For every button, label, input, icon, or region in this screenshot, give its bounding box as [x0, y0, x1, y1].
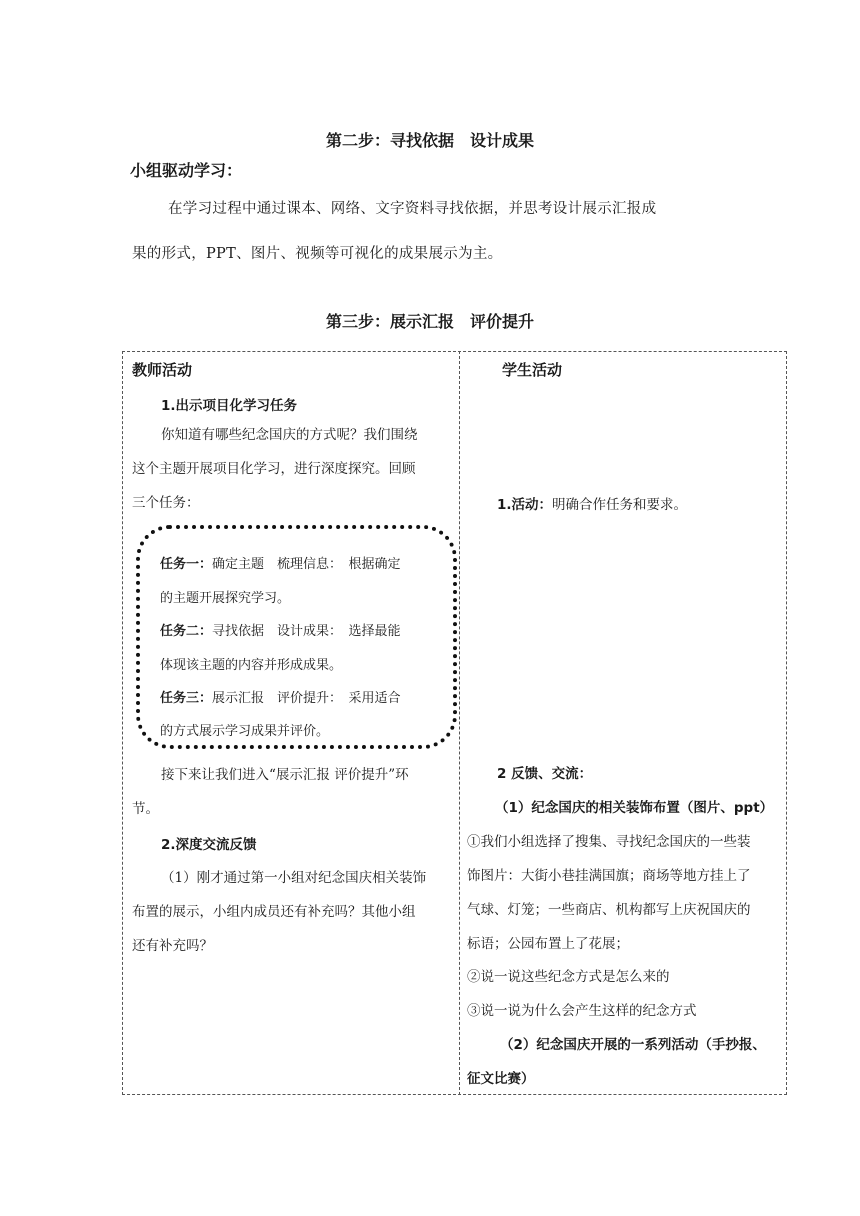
student-item1-line6: ③说一说为什么会产生这样的纪念方式	[467, 1003, 697, 1019]
task3-line1	[160, 687, 401, 706]
student-activity-line	[497, 488, 687, 522]
task2-line2: 体现该主题的内容并形成成果。	[160, 658, 343, 673]
student-item2-title-line1: （2）纪念国庆开展的一系列活动（手抄报、	[500, 1037, 766, 1053]
step2-title: 第二步：寻找依据 设计成果	[325, 131, 534, 150]
task3-text: 展示汇报 评价提升： 采用适合	[212, 691, 401, 706]
table-column-divider	[459, 351, 460, 1095]
student-item1-line3: 气球、灯笼；一些商店、机构都写上庆祝国庆的	[467, 902, 751, 918]
task1-text: 确定主题 梳理信息： 根据确定	[212, 557, 401, 572]
student-item1-line4: 标语；公园布置上了花展；	[467, 936, 629, 952]
teacher-intro-line3: 三个任务：	[132, 495, 200, 511]
teacher-intro-line1: 你知道有哪些纪念国庆的方式呢？我们围绕	[161, 427, 418, 443]
student-item1-line5: ②说一说这些纪念方式是怎么来的	[467, 969, 670, 985]
teacher-task2-title: 2.深度交流反馈	[161, 837, 257, 853]
student-item1-line2: 饰图片：大街小巷挂满国旗；商场等地方挂上了	[467, 868, 751, 884]
teacher-feedback-line2: 布置的展示，小组内成员还有补充吗？其他小组	[132, 904, 416, 920]
step2-subheading: 小组驱动学习：	[130, 161, 243, 180]
student-feedback-title: 2 反馈、交流：	[497, 766, 593, 782]
task2-label: 任务二：	[160, 624, 213, 639]
task1-line1	[160, 553, 401, 572]
student-item2-title-line2: 征文比赛）	[467, 1071, 535, 1087]
teacher-task1-title: 1.出示项目化学习任务	[161, 398, 298, 414]
student-item1-title: （1）纪念国庆的相关装饰布置（图片、ppt）	[495, 800, 774, 816]
task1-line2: 的主题开展探究学习。	[160, 591, 291, 606]
step2-paragraph-line2: 果的形式，PPT、图片、视频等可视化的成果展示为主。	[132, 246, 503, 262]
teacher-column-header: 教师活动	[132, 361, 193, 379]
student-activity-text: 明确合作任务和要求。	[552, 497, 688, 513]
student-item1-line1: ①我们小组选择了搜集、寻找纪念国庆的一些装	[467, 834, 751, 850]
teacher-feedback-line1: （1）刚才通过第一小组对纪念国庆相关装饰	[161, 870, 427, 886]
task3-line2: 的方式展示学习成果并评价。	[160, 724, 330, 739]
step3-title: 第三步：展示汇报 评价提升	[325, 312, 534, 331]
task1-label: 任务一：	[160, 557, 213, 572]
task2-line1	[160, 620, 401, 639]
student-activity-label: 1.活动：	[497, 497, 553, 513]
task3-label: 任务三：	[160, 691, 213, 706]
teacher-intro-line2: 这个主题开展项目化学习，进行深度探究。回顾	[132, 461, 416, 477]
student-column-header: 学生活动	[502, 361, 563, 379]
step2-paragraph-line1: 在学习过程中通过课本、网络、文字资料寻找依据，并思考设计展示汇报成	[168, 201, 657, 217]
teacher-feedback-line3: 还有补充吗？	[132, 938, 213, 954]
teacher-next-line2: 节。	[132, 801, 159, 817]
task2-text: 寻找依据 设计成果： 选择最能	[212, 624, 401, 639]
teacher-next-line1: 接下来让我们进入“展示汇报 评价提升”环	[161, 767, 409, 783]
